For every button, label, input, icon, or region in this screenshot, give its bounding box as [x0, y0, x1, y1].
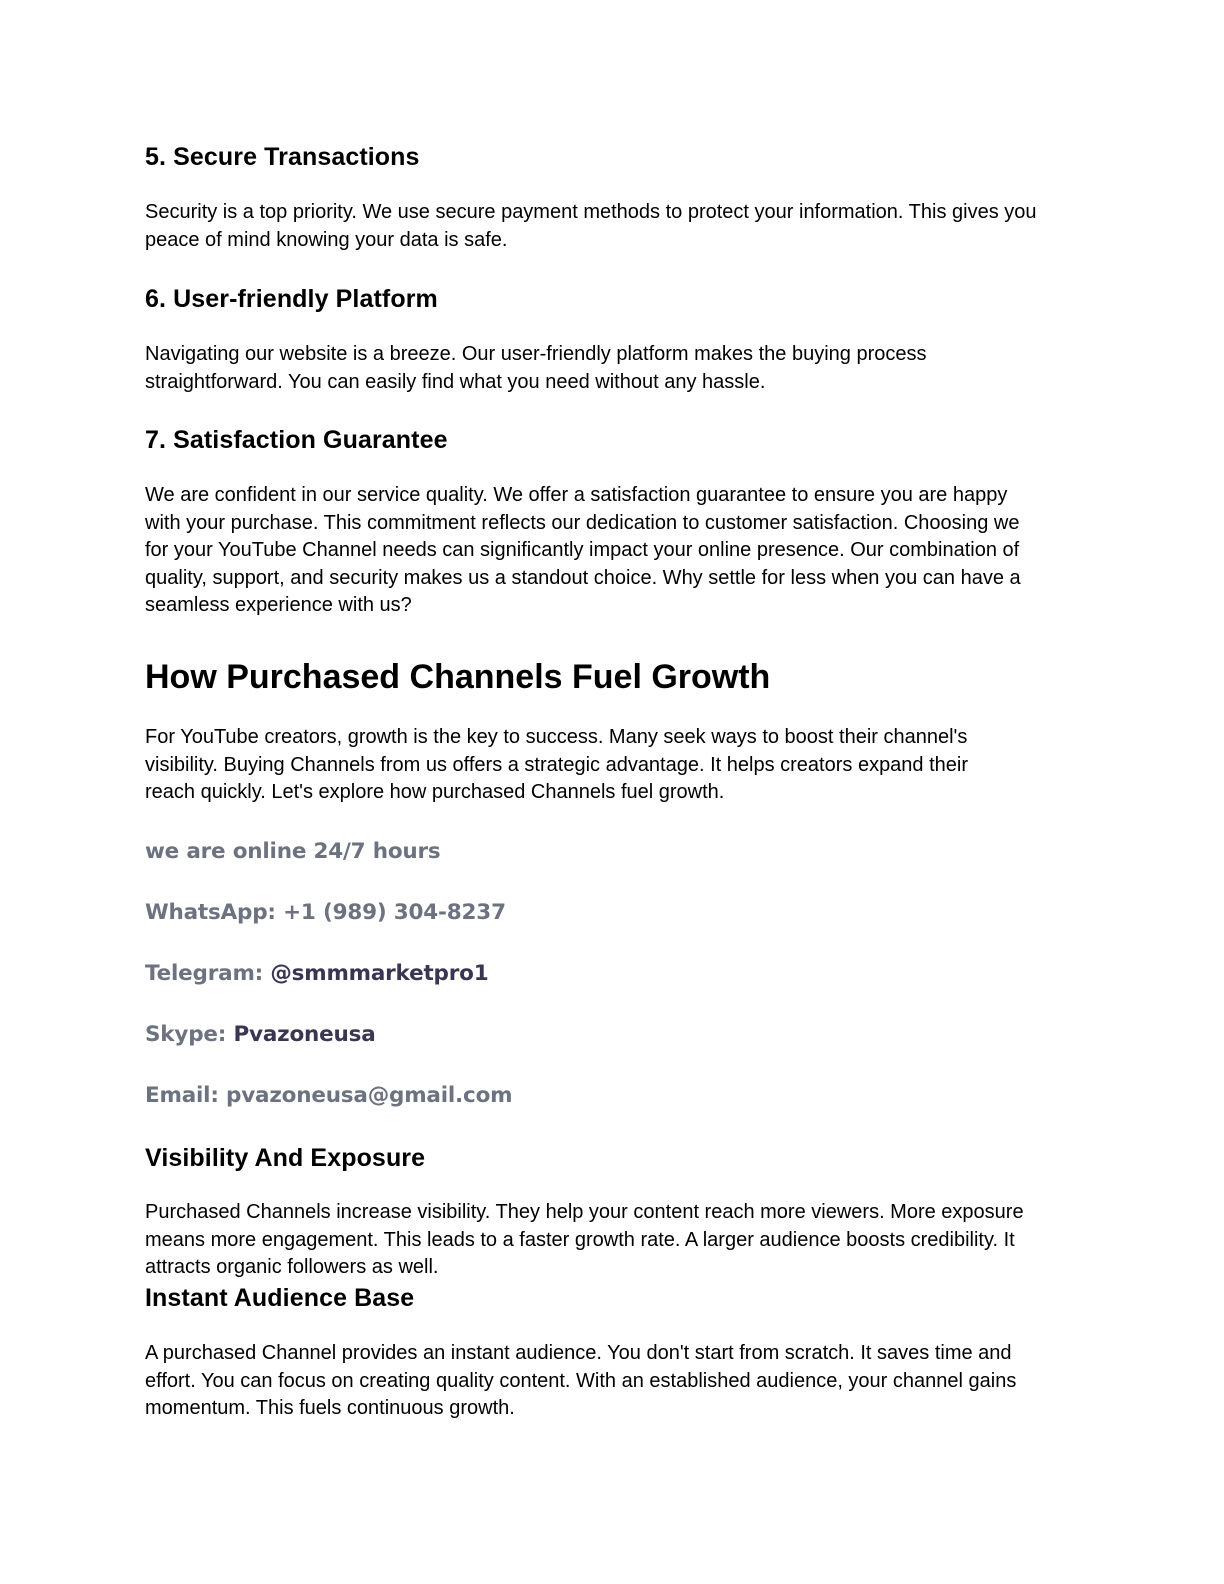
- whatsapp-contact: WhatsApp: +1 (989) 304-8237: [145, 900, 506, 925]
- section-heading-user-friendly-platform: 6. User-friendly Platform: [145, 285, 438, 313]
- skype-handle: Pvazoneusa: [233, 1022, 376, 1047]
- section-heading-secure-transactions: 5. Secure Transactions: [145, 143, 420, 171]
- section-body-user-friendly-platform: Navigating our website is a breeze. Our user-friendly platform makes the buying process straightforward. You can easily find what you need without any hassle.: [145, 343, 927, 393]
- telegram-handle: @smmmarketpro1: [270, 961, 489, 986]
- subsection-heading-visibility-exposure: Visibility And Exposure: [145, 1144, 426, 1172]
- telegram-label: Telegram:: [145, 961, 271, 986]
- subsection-body-instant-audience: A purchased Channel provides an instant audience. You don't start from scratch. It saves time and effort. You can focus on creating quality content. With an established audience, your channel gains momentum. This fuels continuous growth.: [145, 1342, 1017, 1419]
- section-heading-satisfaction-guarantee: 7. Satisfaction Guarantee: [145, 426, 448, 454]
- online-hours-text: we are online 24/7 hours: [145, 839, 441, 864]
- skype-label: Skype:: [145, 1022, 234, 1047]
- skype-contact: [145, 1021, 1065, 1049]
- growth-heading: How Purchased Channels Fuel Growth: [145, 658, 771, 696]
- telegram-contact: [145, 960, 1065, 988]
- subsection-body-visibility-exposure: Purchased Channels increase visibility. They help your content reach more viewers. More exposure means more engagement. This leads to a faster growth rate. A larger audience boosts credibility. It attracts organic followers as well.: [145, 1201, 1024, 1278]
- email-contact: Email: pvazoneusa@gmail.com: [145, 1083, 513, 1108]
- section-body-secure-transactions: Security is a top priority. We use secure payment methods to protect your information. This gives you peace of mind knowing your data is safe.: [145, 201, 1037, 251]
- section-body-satisfaction-guarantee: We are confident in our service quality. We offer a satisfaction guarantee to ensure you are happy with your purchase. This commitment reflects our dedication to customer satisfaction. Choosing we for your YouTube Channel needs can significantly impact your online presence. Our combination of quality, support, and security makes us a standout choice. Why settle for less when you can have a seamless experience with us?: [145, 484, 1021, 616]
- growth-intro: For YouTube creators, growth is the key to success. Many seek ways to boost their channel's visibility. Buying Channels from us offers a strategic advantage. It helps creators expand their reach quickly. Let's explore how purchased Channels fuel growth.: [145, 726, 969, 803]
- subsection-heading-instant-audience: Instant Audience Base: [145, 1284, 415, 1312]
